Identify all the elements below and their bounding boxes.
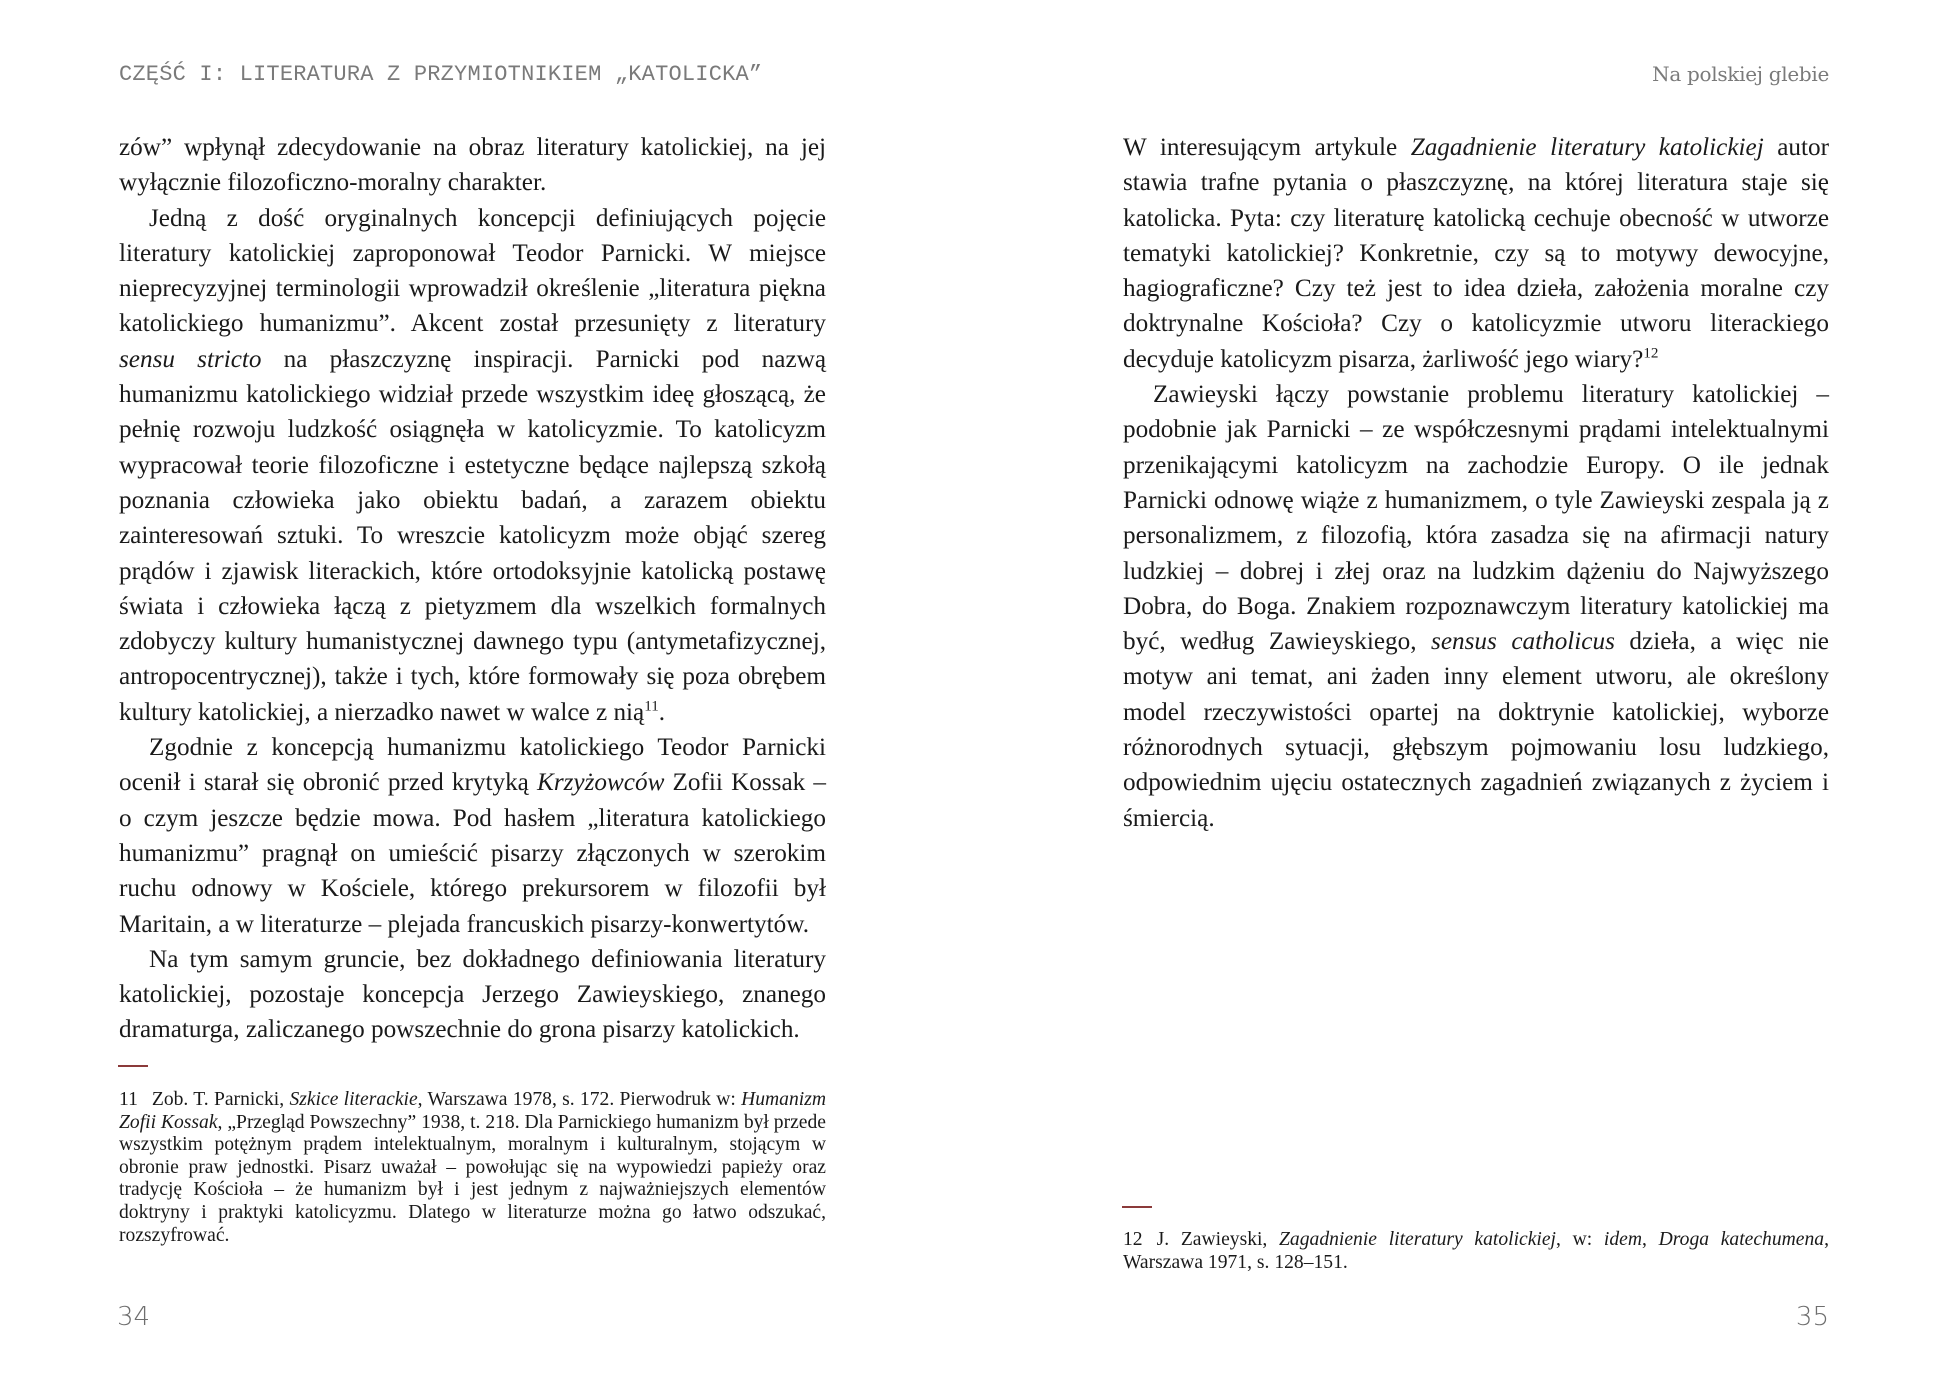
- footnote-11: [119, 1089, 826, 1247]
- paragraph: [1123, 130, 1829, 377]
- text-run: , w:: [1556, 1229, 1604, 1250]
- text-run: J. Zawieyski,: [1156, 1229, 1280, 1250]
- italic-text: Zagadnienie literatury katolickiej: [1279, 1229, 1556, 1250]
- footnote-reference: 11: [644, 698, 659, 715]
- text-run: .: [658, 698, 666, 726]
- left-page: [0, 0, 974, 1388]
- text-run: zów” wpłynął zdecydowanie na obraz literatury katolickiej, na jej wyłącznie filozoficzno-moralny charakter.: [119, 134, 826, 197]
- text-run: , Warszawa 1971, s. 128–151.: [1123, 1229, 1830, 1273]
- text-run: Zofii Kossak – o czym jeszcze będzie mowa. Pod hasłem „literatura katolickiego humanizmu” pragnął on umieścić pisarzy złączonych w szerokim ruchu odnowy w Kościele, którego prekursorem w filozofii był Maritain, a w literaturze – plejada francuskich pisarzy-konwertytów.: [119, 769, 826, 938]
- running-head-left: CZĘŚĆ I: LITERATURA Z PRZYMIOTNIKIEM „KATOLICKA”: [119, 62, 763, 87]
- italic-text: Szkice literackie: [289, 1089, 418, 1110]
- italic-text: idem: [1603, 1229, 1642, 1250]
- text-run: dzieła, a więc nie motyw ani temat, ani żaden inny element utworu, ale określony model rzeczywistości opartej na doktrynie katolickiej, wyborze różnorodnych sytuacji, głębszym pojmowaniu losu ludzkiego, odpowiednim ujęciu ostatecznych zagadnień związanych z życiem i śmiercią.: [1123, 628, 1829, 832]
- text-run: Jedną z dość oryginalnych koncepcji definiujących pojęcie literatury katolickiej zaproponował Teodor Parnicki. W miejsce nieprecyzyjnej terminologii wprowadził określenie „literatura piękna katolickiego humanizmu”. Akcent został przesunięty z literatury: [119, 204, 826, 338]
- italic-text: Krzyżowców: [537, 769, 665, 797]
- footnote-rule-right: [1122, 1206, 1152, 1208]
- italic-text: Droga katechumena: [1658, 1229, 1825, 1250]
- footnote-text: [119, 1089, 826, 1246]
- text-run: W interesującym artykule: [1123, 134, 1411, 161]
- footnote-12: [1123, 1229, 1829, 1274]
- text-run: autor stawia trafne pytania o płaszczyznę, na której literatura staje się katolicka. Pyta: czy literaturę katolicką cechuje obecność w utworze tematyki katolickiej? Konkretnie, czy są to motywy dewocyjne, hagiograficzne? Czy też jest to idea dzieła, założenia moralne czy doktrynalne Kościoła? Czy o katolicyzmie utworu literackiego decyduje katolicyzm pisarza, żarliwość jego wiary?: [1123, 134, 1829, 373]
- text-run: na płaszczyznę inspiracji. Parnicki pod nazwą humanizmu katolickiego widział przede wszystkim ideę głoszącą, że pełnię rozwoju ludzkość osiągnęła w katolicyzmie. To katolicyzm wypracował teorie filozoficzne i estetyczne będące najlepszą szkołą poznania człowieka jako obiektu badań, a zarazem obiektu zainteresowań sztuki. To wreszcie katolicyzm może objąć szereg prądów i zjawisk literackich, które ortodoksyjnie katolicką postawę świata i człowieka łączą z pietyzmem dla wszelkich formalnych zdobyczy kultury humanistycznej dawnego typu (antymetafizycznej, antropocentrycznej), także i tych, które formowały się poza obrębem kultury katolickiej, a nierzadko nawet w walce z nią: [119, 345, 827, 726]
- body-text-right: [1123, 130, 1829, 836]
- footnote-reference: 12: [1643, 345, 1659, 362]
- paragraph: [119, 730, 826, 942]
- text-run: Zawieyski łączy powstanie problemu literatury katolickiej – podobnie jak Parnicki – ze współczesnymi prądami intelektualnymi przenikającymi katolicyzm na zachodzie Europy. O ile jednak Parnicki odnowę wiąże z humanizmem, o tyle Zawieyski zespala ją z personalizmem, z filozofią, która zasadza się na afirmacji natury ludzkiej – dobrej i złej oraz na ludzkim dążeniu do Najwyższego Dobra, do Boga. Znakiem rozpoznawczym literatury katolickiej ma być, według Zawieyskiego,: [1123, 381, 1829, 656]
- italic-text: Humanizm Zofii Kossak: [119, 1089, 826, 1133]
- paragraph: [119, 201, 826, 730]
- italic-text: sensus catholicus: [1431, 628, 1615, 656]
- page-number-left: 34: [117, 1302, 151, 1332]
- paragraph: [1123, 377, 1829, 836]
- footnote-text: [1123, 1229, 1829, 1273]
- paragraph: [119, 942, 826, 1048]
- page-number-right: 35: [1795, 1302, 1829, 1332]
- footnote-number: 11: [119, 1089, 138, 1110]
- text-run: Zob. T. Parnicki,: [151, 1089, 290, 1110]
- text-run: Zgodnie z koncepcją humanizmu katolickiego Teodor Parnicki ocenił i starał się obronić przed krytyką: [119, 734, 826, 797]
- italic-text: sensu stricto: [119, 345, 262, 373]
- footnote-number: 12: [1123, 1229, 1143, 1250]
- text-run: , Warszawa 1978, s. 172. Pierwodruk w:: [417, 1089, 742, 1110]
- body-text-left: [119, 130, 826, 1048]
- italic-text: Zagadnienie literatury katolickiej: [1410, 134, 1764, 161]
- right-page: [974, 0, 1949, 1388]
- paragraph: [119, 130, 826, 201]
- text-run: , „Przegląd Powszechny” 1938, t. 218. Dla Parnickiego humanizm był przede wszystkim potężnym prądem intelektualnym, moralnym i kulturalnym, stojącym w obronie praw jednostki. Pisarz uważał – powołując się na wypowiedzi papieży oraz tradycję Kościoła – że humanizm był i jest jednym z najważniejszych elementów doktryny i praktyki katolicyzmu. Dlatego w literaturze można go łatwo odszukać, rozszyfrować.: [119, 1111, 826, 1246]
- running-head-right: Na polskiej glebie: [1652, 62, 1829, 86]
- footnote-rule-left: [118, 1065, 148, 1067]
- text-run: Na tym samym gruncie, bez dokładnego definiowania literatury katolickiej, pozostaje koncepcja Jerzego Zawieyskiego, znanego dramaturga, zaliczanego powszechnie do grona pisarzy katolickich.: [119, 945, 826, 1044]
- text-run: ,: [1641, 1229, 1659, 1250]
